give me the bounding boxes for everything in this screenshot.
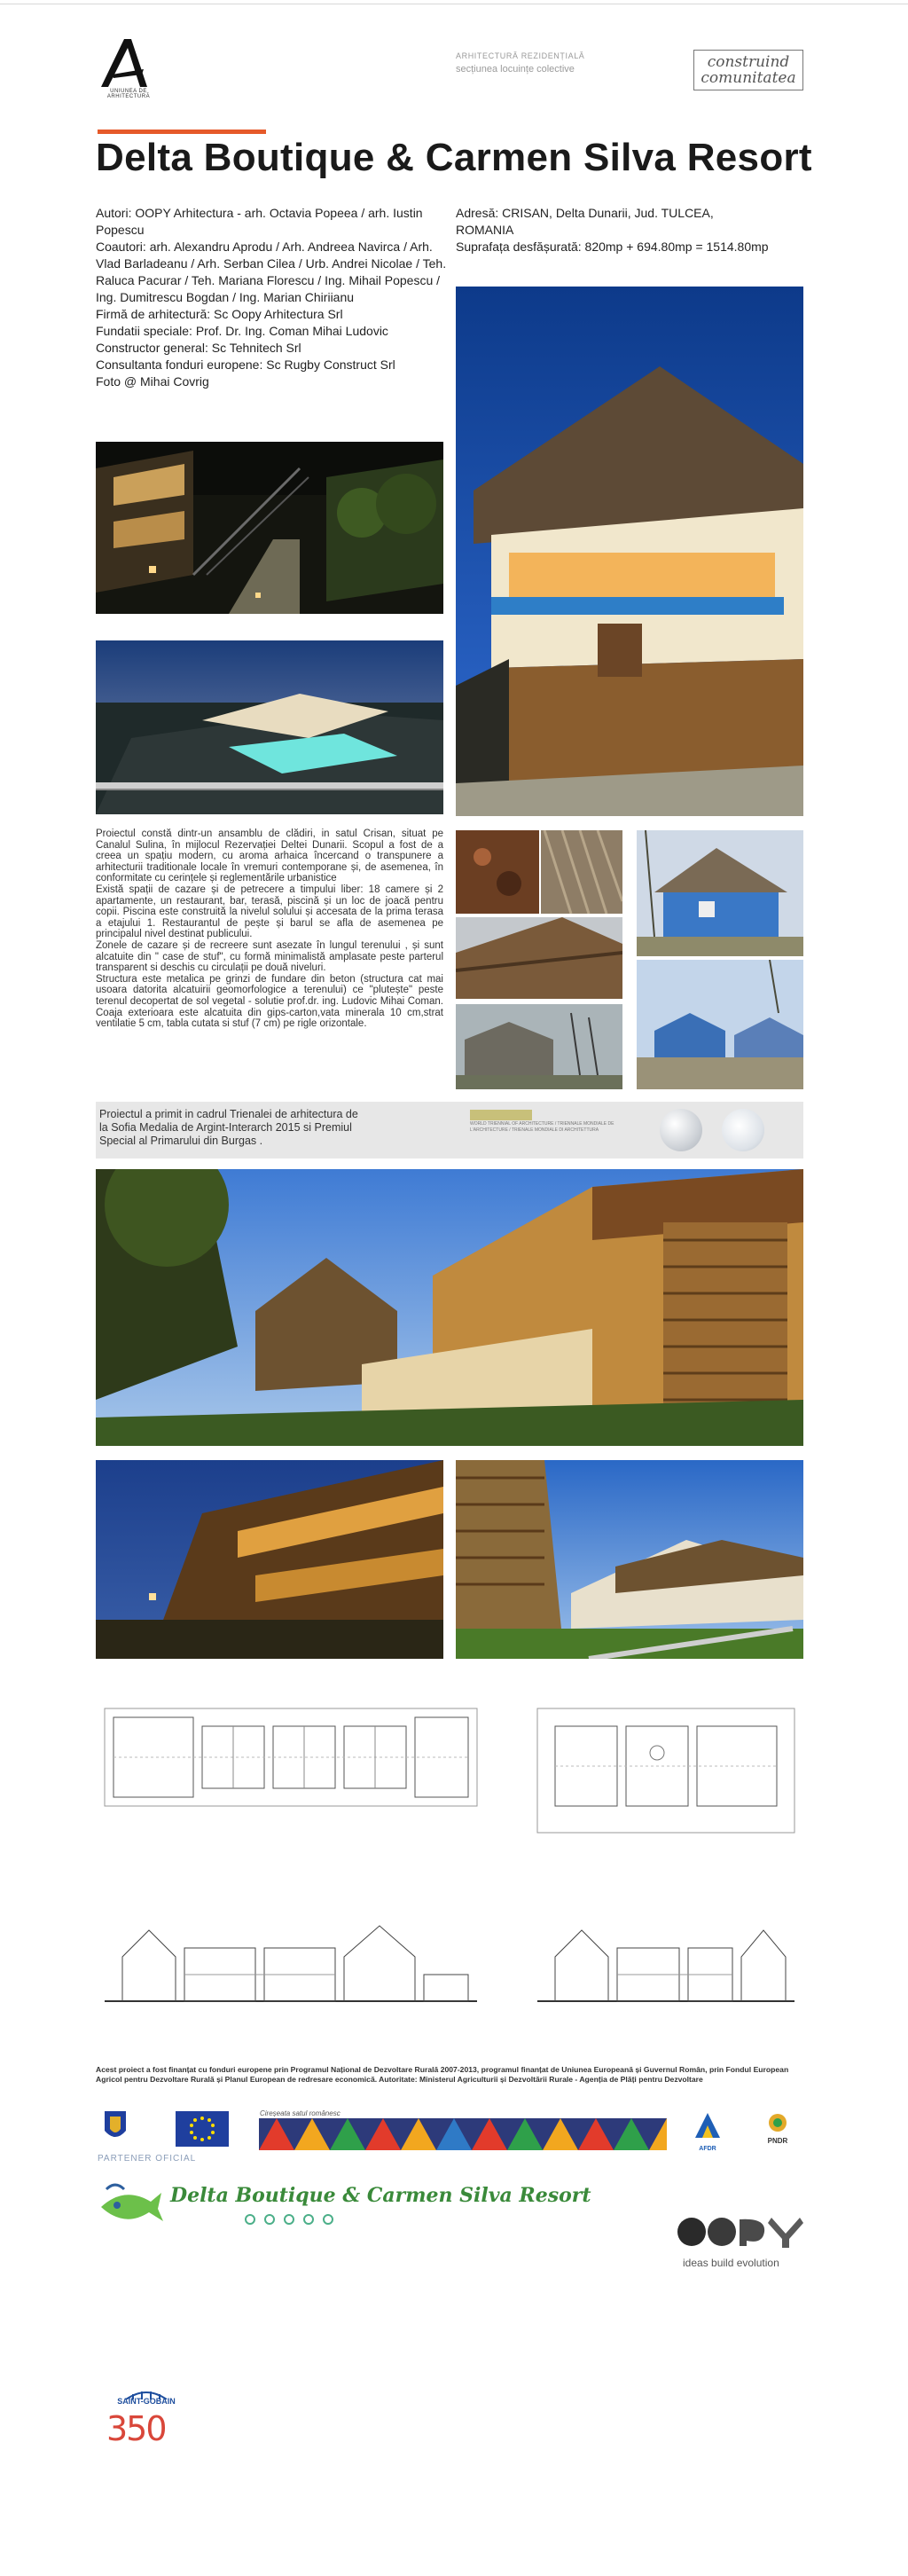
photo-night-stairs [96,442,443,614]
photo-corridor-night [96,1460,443,1659]
romania-coat-of-arms-icon [103,2109,128,2143]
general-contractor: Constructor general: Sc Tehnitech Srl [96,341,301,355]
photo-house-facade [456,287,803,816]
union-logo-caption: UNIUNEA DE ARHITECTURĂ [106,89,151,99]
oopy-tagline: ideas build evolution [683,2257,779,2269]
built-area: Suprafața desfășurată: 820mp + 694.80mp = 1514.80mp [456,240,769,254]
address-block [456,205,810,255]
section-drawing-2 [528,1904,803,2019]
construind-comunitatea-logo [693,50,803,90]
special-foundations: Fundatii speciale: Prof. Dr. Ing. Coman Mihai Ludovic [96,324,388,338]
photo-credit: Foto @ Mihai Covrig [96,374,209,389]
photo-blue-cottages-field [637,960,803,1089]
description-paragraph: Există spații de cazare și de petrecere a timpului liber: 18 camere și 2 apartamente, un restaurant, bar, terasă, piscină și un loc de joacă pentru copii. Piscina este construită la nivelul solului și accesata de la prima terasa a etajului 1. Restaurantul de pește și barul se afla de asemenea pe principalul nivel destinat publicului. [96,884,443,940]
afdr-label: AFDR [699,2146,716,2152]
romanian-village-banner [259,2118,667,2150]
section-drawing-1 [96,1904,486,2019]
cc-logo-line2: comunitatea [701,69,796,87]
category-label [456,50,633,76]
eu-funds-consulting: Consultanta fonduri europene: Sc Rugby Construct Srl [96,357,395,372]
resort-logo-dot [303,2214,314,2225]
special-prize-icon [722,1109,764,1151]
description-paragraph: Structura este metalica pe grinzi de fundare din beton (structura cat mai usoara datorita alcatuirii geomorfologice a terenului) ce "plutește" peste terenul decopertat de sol vegetal - solutie prof.dr. ing. Ludovic Mihai Coman. Coaja exterioara este alcatuita din gips-carton,vata minerala 10 cm,strat ventilatie 5 cm, tabla cutata si stuf (7 cm) pe rigle orizontale. [96,973,443,1030]
coauthors: Coautori: arh. Alexandru Aprodu / Arh. Andreea Navirca / Arh. Vlad Barladeanu / Arh. Serban Cilea / Urb. Andrei Nicolae / Teh. Raluca Pacurar / Teh. Mariana Florescu / Ing. Mihail Popescu / Ing. Dumitrescu Bogdan / Ing. Marian Chiriianu [96,240,447,304]
trienale-logo [470,1109,532,1119]
award-text: Proiectul a primit in cadrul Trienalei de arhitectura de la Sofia Medalia de Argint-Interarch 2015 si Premiul Special al Primarului din Burgas . [99,1108,358,1147]
resort-logo-dot [323,2214,333,2225]
photo-blue-cottage [637,830,803,956]
resort-logo-dot [284,2214,294,2225]
category-line2: secțiunea locuințe colective [456,64,575,75]
trienale-logo-caption: WORLD TRIENNIAL OF ARCHITECTURE / TRIENNALE MONDIALE DE L'ARCHITECTURE / TRIENALE MONDIALE DI ARCHITETTURA [470,1121,614,1133]
pndr-logo [755,2113,800,2143]
funding-statement: Acest proiect a fost finanțat cu fonduri europene prin Programul Național de Dezvoltare Rurală 2007-2013, programul finanțat de Uniunea Europeană și Guvernul Român, prin Fondul European Agricol pentru Dezvoltare Rurală și Planul European de redresare economică. Autoritate: Ministerul Agriculturii și Dezvoltării Rurale - Agenția de Plăți pentru Dezvoltare [96,2065,789,2084]
resort-fish-logo [98,2180,165,2228]
floor-plan-drawing-2 [528,1700,803,1842]
silver-medal-icon [660,1109,702,1151]
page-title: Delta Boutique & Carmen Silva Resort [96,136,812,179]
project-description [96,829,443,1030]
description-paragraph: Zonele de cazare și de recreere sunt asezate în lungul terenului , și sunt alcatuite din " case de stuf", cu formă minimalistă amplasate peste parterul transparent si deschis cu circulații pe două niveluri. [96,939,443,974]
description-paragraph: Proiectul constă dintr-un ansamblu de clădiri, in satul Crisan, situat pe Canalul Sulina, în mijlocul Rezervației Deltei Dunarii. Scopul a fost de a creea un spațiu modern, cu aroma arhaica încercand o transpunere a arhitecturii traditionale locale în vremuri contemporane și, de asemenea, în conformitate cu cerințele și reglementările urbanistice [96,829,443,884]
resort-logo-dot [264,2214,275,2225]
address-line1: Adresă: CRISAN, Delta Dunarii, Jud. TULCEA, [456,206,714,220]
resort-logo-dot [245,2214,255,2225]
credits-block [96,205,450,390]
official-partner-label: PARTENER OFICIAL [98,2154,197,2164]
resort-logo-text: Delta Boutique & Carmen Silva Resort [170,2184,591,2207]
photo-pool-dusk [96,640,443,814]
oopy-logo [674,2214,807,2251]
cc-logo-line1: construind [707,53,790,71]
category-line1: ARHITECTURĂ REZIDENȚIALĂ [456,51,585,60]
pndr-label: PNDR [767,2137,788,2145]
photo-thatched-roof [456,917,622,999]
authors: Autori: OOPY Arhitectura - arh. Octavia Popeea / arh. Iustin Popescu [96,206,423,237]
photo-facade-garden [456,1460,803,1659]
eu-flag-icon [176,2111,229,2147]
architecture-firm: Firmă de arhitectură: Sc Oopy Arhitectura Srl [96,307,343,321]
afdr-logo [692,2111,724,2152]
photo-exterior-wide [96,1169,803,1446]
sponsor-caption: Cireșeata satul românesc [260,2109,340,2117]
saint-gobain-350: 350 [106,2409,166,2448]
saint-gobain-label: SAINT-GOBAIN [117,2397,176,2406]
photo-village-winter [456,1004,622,1089]
photo-reed-texture [456,830,622,914]
floor-plan-drawing-1 [96,1700,486,1815]
address-line2: ROMANIA [456,223,514,237]
